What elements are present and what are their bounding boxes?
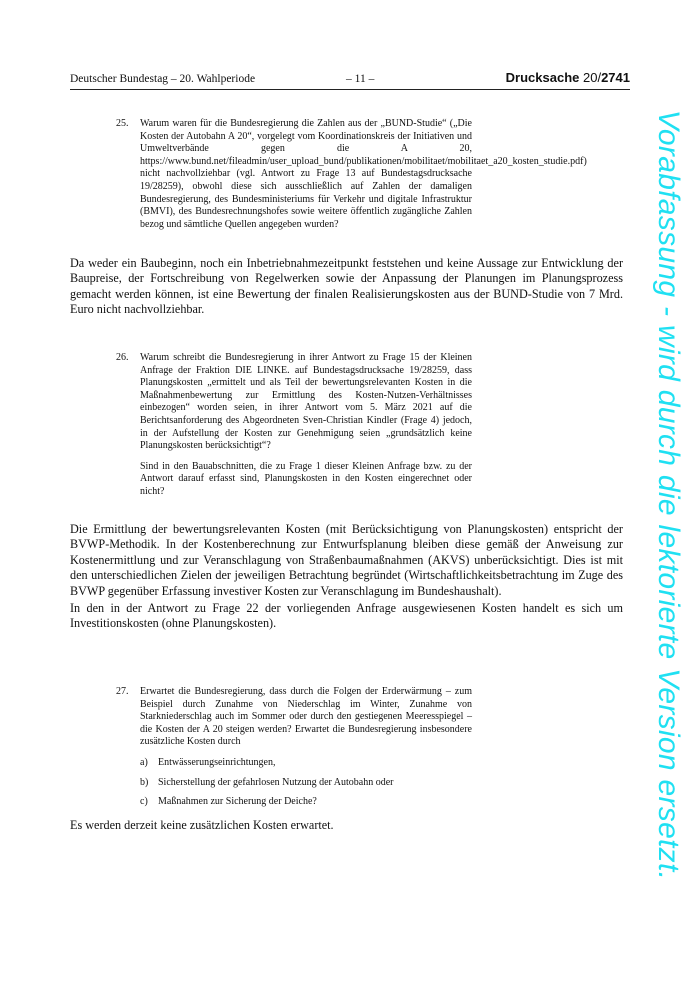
page-number: – 11 –	[346, 73, 375, 85]
doc-label: Drucksache	[505, 70, 583, 85]
question-text: Erwartet die Bundesregierung, dass durch die Folgen der Erderwärmung – zum Beispiel durch Zunahme von Niederschlag im Winter, Zunahme von Starkniederschlag auch im Sommer oder durch den gestiegenen Meeresspiegel – die Kosten der A 20 steigen werden? Erwartet die Bundesregierung insbesondere zusätzliche Kosten durch	[140, 686, 472, 748]
list-item-text: Sicherstellung der gefahrlosen Nutzung der Autobahn oder	[158, 776, 394, 788]
list-marker: b)	[140, 776, 149, 788]
doc-number-prefix: 20/	[583, 70, 602, 85]
question-text: Warum schreibt die Bundesregierung in ihrer Antwort zu Frage 15 der Kleinen Anfrage der Fraktion DIE LINKE. auf Bundestagsdrucksache 19/28259, dass Planungskosten „ermittelt und als Teil der bewertungsrelevanten Kosten in die Maßnahmenbewertung zur Ermittlung des Kosten-Nutzen-Verhältnisses einbezogen“ worden seien, in ihrer Antwort vom 5. März 2021 auf die Berichtsanforderung des Abgeordneten Sven-Christian Kindler (Frage 4) jedoch, in der Aufstellung der Kosten zur Genehmigung seien „grundsätzlich keine Planungskosten berücksichtigt“?	[140, 352, 472, 452]
question-27	[116, 686, 472, 809]
list-item	[140, 796, 472, 809]
list-marker: c)	[140, 796, 148, 808]
list-item	[140, 757, 472, 770]
question-26	[116, 352, 472, 499]
answer-paragraph: Die Ermittlung der bewertungsrelevanten Kosten (mit Berücksichtigung von Planungskosten) entspricht der BVWP-Methodik. In der Kostenberechnung zur Entwurfsplanung bleiben diese gemäß der Anweisung zur Kostenermittlung und zur Veranschlagung von Straßenbaumaßnahmen (AKVS) unberücksichtigt. Dies ist mit den unterschiedlichen Zielen der jeweiligen Betrachtung begründet (Wirtschaftlichkeitsbetrachtung im Zuge des BVWP gegenüber Erfassung investiver Kosten zur Veranschlagung im Bundeshaushalt).	[70, 522, 623, 598]
header-divider	[70, 89, 630, 90]
answer-25	[70, 256, 623, 318]
list-item-text: Maßnahmen zur Sicherung der Deiche?	[158, 796, 317, 808]
answer-paragraph: In den in der Antwort zu Frage 22 der vorliegenden Anfrage ausgewiesenen Kosten handelt es sich um Investitionskosten (ohne Planungskosten).	[70, 601, 623, 631]
list-marker: a)	[140, 756, 148, 768]
list-item-text: Entwässerungseinrichtungen,	[158, 756, 276, 768]
question-sub-list	[140, 757, 472, 809]
answer-text: Da weder ein Baubeginn, noch ein Inbetriebnahmezeitpunkt feststehen und keine Aussage zur Entwicklung der Baupreise, der Fortschreibung von Regelwerken sowie der Anpassung der Planungen im Planungsprozess gemacht werden können, ist eine Bewertung der finalen Realisierungskosten aus der BUND-Studie von 7 Mrd. Euro nicht nachvollziehbar.	[70, 256, 623, 317]
answer-27	[70, 818, 623, 833]
list-item	[140, 777, 472, 790]
answer-26	[70, 522, 623, 632]
draft-watermark: Vorabfassung - wird durch die lektorierte Version ersetzt.	[652, 109, 685, 881]
question-number: 27.	[116, 686, 129, 697]
question-number: 26.	[116, 352, 129, 363]
page-header	[70, 70, 630, 88]
question-number: 25.	[116, 118, 129, 129]
question-25	[116, 118, 587, 231]
document-number	[506, 69, 630, 87]
answer-text: Es werden derzeit keine zusätzlichen Kosten erwartet.	[70, 818, 334, 832]
question-text: Warum waren für die Bundesregierung die Zahlen aus der „BUND-Studie“ („Die Kosten der Autobahn A 20“, vorgelegt vom Koordinationskreis der Initiativen und Umweltverbände gegen die A 20, https://www.bund.net/fileadmin/user_upload_bund/publikationen/mobilitaet/mobilitaet_a20_kosten_studie.pdf) nicht nachvollziehbar (vgl. Antwort zu Frage 13 auf Bundestagsdrucksache 19/28259), obwohl diese sich ausschließlich auf Zahlen der damaligen Bundesregierung, des Bundesministeriums für Verkehr und digitale Infrastruktur (BMVI), des Bundesrechnungshofes sowie weitere öffentlich zugängliche Zahlen bezog und sämtliche Quellen angegeben wurden?	[140, 118, 587, 230]
question-followup: Sind in den Bauabschnitten, die zu Frage 1 dieser Kleinen Anfrage bzw. zu der Antwort darauf erfasst sind, Planungskosten in den Kosten eingerechnet oder nicht?	[140, 460, 472, 497]
header-publication: Deutscher Bundestag – 20. Wahlperiode	[70, 73, 256, 85]
doc-number: 2741	[601, 70, 630, 85]
